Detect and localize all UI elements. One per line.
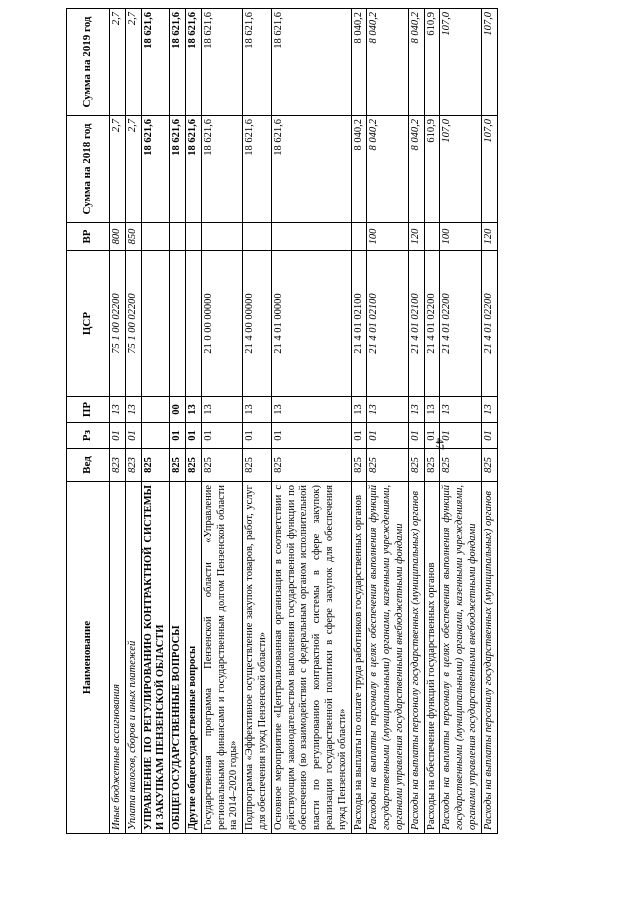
cell-sum-2018: 8 040,2: [408, 116, 424, 223]
cell-sum-2018: 107,0: [481, 116, 497, 223]
cell-pr: 13: [408, 397, 424, 423]
cell-sum-2019: 18 621,6: [141, 9, 170, 116]
cell-name: УПРАВЛЕНИЕ ПО РЕГУЛИРОВАНИЮ КОНТРАКТНОЙ СИСТЕМЫ И ЗАКУПКАМ ПЕНЗЕНСКОЙ ОБЛАСТИ: [141, 482, 170, 834]
cell-vr: 120: [481, 223, 497, 251]
cell-ved: 823: [125, 449, 141, 482]
cell-ved: 825: [481, 449, 497, 482]
cell-pr: 13: [271, 397, 351, 423]
cell-name: Расходы на выплаты персоналу в целях обеспечения выполнения функций государственными (муниципальными) органами, казенными учреждениями, органами управления государственными внебюджетными фондами: [440, 482, 481, 834]
cell-pr: 13: [110, 397, 126, 423]
cell-sum-2018: 610,9: [424, 116, 440, 223]
cell-sum-2018: 18 621,6: [271, 116, 351, 223]
cell-sum-2019: 610,9: [424, 9, 440, 116]
cell-vr: [243, 223, 272, 251]
cell-name: Государственная программа Пензенской области «Управление региональными финансами и государственным долгом Пензенской области на 2014–2020 годы»: [201, 482, 242, 834]
cell-sum-2019: 18 621,6: [271, 9, 351, 116]
cell-vr: [141, 223, 170, 251]
table-row: [424, 9, 440, 834]
table-row: [201, 9, 242, 834]
cell-pr: 13: [185, 397, 201, 423]
cell-csr: 21 4 01 00000: [271, 251, 351, 397]
cell-vr: [170, 223, 186, 251]
table-row: [243, 9, 272, 834]
cell-rz: 01: [440, 423, 481, 449]
table-row: [185, 9, 201, 834]
cell-pr: 13: [481, 397, 497, 423]
cell-sum-2019: 8 040,2: [367, 9, 408, 116]
budget-table: [66, 8, 498, 834]
cell-csr: 75 1 00 02200: [110, 251, 126, 397]
cell-ved: 825: [201, 449, 242, 482]
table-row: [351, 9, 367, 834]
cell-ved: 825: [170, 449, 186, 482]
cell-vr: [351, 223, 367, 251]
cell-ved: 823: [110, 449, 126, 482]
table-body: [110, 9, 498, 834]
cell-rz: 01: [408, 423, 424, 449]
cell-name: Другие общегосударственные вопросы: [185, 482, 201, 834]
header-csr: ЦСР: [67, 251, 110, 397]
cell-name: Расходы на выплаты по оплате труда работников государственных органов: [351, 482, 367, 834]
cell-sum-2018: 18 621,6: [170, 116, 186, 223]
cell-pr: 13: [367, 397, 408, 423]
header-vr: ВР: [67, 223, 110, 251]
cell-sum-2019: 107,0: [481, 9, 497, 116]
cell-csr: 21 4 01 02200: [481, 251, 497, 397]
table-row: [141, 9, 170, 834]
cell-rz: 01: [125, 423, 141, 449]
cell-name: ОБЩЕГОСУДАРСТВЕННЫЕ ВОПРОСЫ: [170, 482, 186, 834]
cell-sum-2019: 18 621,6: [201, 9, 242, 116]
cell-sum-2019: 107,0: [440, 9, 481, 116]
cell-name: Расходы на выплаты персоналу государственных (муниципальных) органов: [408, 482, 424, 834]
cell-rz: 01: [170, 423, 186, 449]
table-row: [110, 9, 126, 834]
cell-rz: 01: [351, 423, 367, 449]
cell-pr: 00: [170, 397, 186, 423]
cell-sum-2018: 107,0: [440, 116, 481, 223]
cell-pr: 13: [351, 397, 367, 423]
table-row: [271, 9, 351, 834]
cell-name: Уплата налогов, сборов и иных платежей: [125, 482, 141, 834]
cell-pr: 13: [440, 397, 481, 423]
cell-name: Иные бюджетные ассигнования: [110, 482, 126, 834]
cell-sum-2019: 2,7: [110, 9, 126, 116]
cell-rz: 01: [424, 423, 440, 449]
cell-csr: [170, 251, 186, 397]
cell-sum-2019: 18 621,6: [185, 9, 201, 116]
cell-csr: [141, 251, 170, 397]
cell-csr: 21 4 00 00000: [243, 251, 272, 397]
header-sum-2018: Сумма на 2018 год: [67, 116, 110, 223]
cell-csr: [185, 251, 201, 397]
cell-sum-2019: 18 621,6: [243, 9, 272, 116]
table-row: [125, 9, 141, 834]
cell-csr: 21 4 01 02200: [440, 251, 481, 397]
cell-pr: 13: [201, 397, 242, 423]
cell-name: Расходы на выплаты персоналу в целях обеспечения выполнения функций государственными (муниципальными) органами, казенными учреждениями, органами управления государственными внебюджетными фондами: [367, 482, 408, 834]
cell-sum-2018: 2,7: [125, 116, 141, 223]
header-rz: Рз: [67, 423, 110, 449]
cell-vr: 100: [440, 223, 481, 251]
cell-ved: 825: [367, 449, 408, 482]
cell-ved: 825: [185, 449, 201, 482]
cell-sum-2018: 18 621,6: [141, 116, 170, 223]
cell-ved: 825: [243, 449, 272, 482]
cell-rz: 01: [110, 423, 126, 449]
cell-rz: 01: [243, 423, 272, 449]
page-number: 47: [433, 438, 447, 450]
cell-csr: 21 0 00 00000: [201, 251, 242, 397]
cell-sum-2019: 8 040,2: [351, 9, 367, 116]
cell-pr: 13: [424, 397, 440, 423]
cell-pr: 13: [125, 397, 141, 423]
cell-sum-2019: 2,7: [125, 9, 141, 116]
cell-sum-2019: 8 040,2: [408, 9, 424, 116]
table-row: [367, 9, 408, 834]
cell-rz: 01: [185, 423, 201, 449]
table-row: [170, 9, 186, 834]
cell-sum-2018: 2,7: [110, 116, 126, 223]
cell-ved: 825: [424, 449, 440, 482]
cell-ved: 825: [271, 449, 351, 482]
cell-ved: 825: [141, 449, 170, 482]
cell-csr: 21 4 01 02200: [424, 251, 440, 397]
cell-sum-2018: 8 040,2: [367, 116, 408, 223]
cell-sum-2019: 18 621,6: [170, 9, 186, 116]
cell-sum-2018: 18 621,6: [201, 116, 242, 223]
cell-sum-2018: 18 621,6: [243, 116, 272, 223]
cell-name: Расходы на выплаты персоналу государственных (муниципальных) органов: [481, 482, 497, 834]
cell-pr: [141, 397, 170, 423]
cell-vr: 800: [110, 223, 126, 251]
cell-vr: 850: [125, 223, 141, 251]
table-row: [440, 9, 481, 834]
cell-pr: 13: [243, 397, 272, 423]
cell-name: Расходы на обеспечение функций государственных органов: [424, 482, 440, 834]
cell-vr: 100: [367, 223, 408, 251]
cell-rz: 01: [271, 423, 351, 449]
cell-ved: 825: [440, 449, 481, 482]
cell-csr: 21 4 01 02100: [408, 251, 424, 397]
cell-rz: [141, 423, 170, 449]
cell-sum-2018: 18 621,6: [185, 116, 201, 223]
cell-sum-2018: 8 040,2: [351, 116, 367, 223]
cell-name: Подпрограмма «Эффективное осуществление закупок товаров, работ, услуг для обеспечения нужд Пензенской области»: [243, 482, 272, 834]
rotated-page-content: [66, 9, 626, 834]
cell-vr: [201, 223, 242, 251]
header-ved: Вед: [67, 449, 110, 482]
table-header-row: [67, 9, 110, 834]
cell-rz: 01: [481, 423, 497, 449]
cell-rz: 01: [367, 423, 408, 449]
cell-rz: 01: [201, 423, 242, 449]
cell-vr: [185, 223, 201, 251]
cell-vr: [271, 223, 351, 251]
cell-vr: [424, 223, 440, 251]
cell-csr: 21 4 01 02100: [351, 251, 367, 397]
cell-name: Основное мероприятие «Централизованная организация в соответствии с действующим законодательством выполнения государственной функции по обеспечению (во взаимодействии с федеральным органом исполнительной власти по регулированию контрактной системы в сфере закупок) реализации государственной политики в сфере закупок для обеспечения нужд Пензенской области»: [271, 482, 351, 834]
cell-ved: 825: [408, 449, 424, 482]
header-name: Наименование: [67, 482, 110, 834]
header-pr: ПР: [67, 397, 110, 423]
header-sum-2019: Сумма на 2019 год: [67, 9, 110, 116]
table-row: [481, 9, 497, 834]
cell-ved: 825: [351, 449, 367, 482]
cell-csr: 75 1 00 02200: [125, 251, 141, 397]
table-row: [408, 9, 424, 834]
cell-csr: 21 4 01 02100: [367, 251, 408, 397]
cell-vr: 120: [408, 223, 424, 251]
